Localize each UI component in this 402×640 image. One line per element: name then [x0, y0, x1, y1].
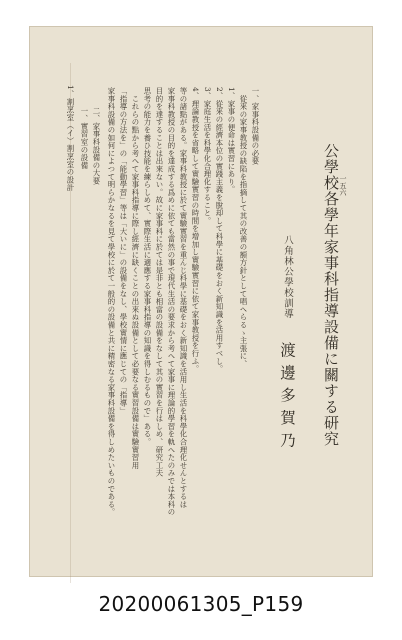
- body-line: 1、割烹室（イ）割烹室の設計: [66, 85, 75, 192]
- body-line: 家事科設備の如何によつて明らかなるを見て學校に於て一般的の設備と共に精密なる家事科設備を得しめたいものである。: [107, 87, 116, 516]
- subsection-heading: 一、實習室の設備: [80, 99, 89, 170]
- body-line: 目的を達することは出來ない。故に家事科に於ては是非とも相當の設備をなして其の實習を行はしめ、研究工夫: [155, 87, 164, 477]
- body-line: 家事科教授の目的を達成する爲めに依ても當然の事で現代生活の要求から考へて家事に理論的學習を軌へたのみでは本科の: [167, 87, 176, 516]
- body-line: 等の諸點がある。家事科教授に於て實驗實習を重んじ科學に基礎をおく新知識を活用し生活を科學化合理化せんとするは: [179, 87, 188, 509]
- article-title: 公學校各學年家事科指導設備に關する研究: [322, 143, 340, 447]
- image-caption: 20200061305_P159: [98, 592, 304, 616]
- body-line: 4、理論教授を省略して實驗實習の時間を增加し實驗實習に依て家事教授を行ふ。: [191, 87, 200, 373]
- section-heading: 二、家事科設備の大要: [92, 99, 101, 185]
- body-line: 3、家庭生活を科學化合理化すること。: [203, 87, 212, 225]
- body-line: 「指導の方法を」の「能動學習」等は「大いに」の設備をなし、學校實情に應じての「指導」: [119, 87, 128, 415]
- body-line: 思考の能力を養ひ技能を練らしめて、實際生活に適應する家事科指導の知識を得しむるもので」ある。: [143, 87, 152, 446]
- body-line: 從來の家事教授の缺陷を指摘して其の改善の額方針として唱へらるゝ主張に、: [239, 87, 248, 368]
- author-affiliation: 八角林公學校訓導: [282, 235, 293, 319]
- page-number: 一五六: [339, 175, 347, 196]
- body-line: これらの點から考へて家事科指導に際し經濟に缺くことの出來ぬ設備として必要なる實習設備は實驗實習用: [131, 87, 140, 470]
- body-line: 2、從來の經濟本位の實踐主義を脫却して科學に基礎をおく新知識を活用すべし。: [215, 87, 224, 373]
- body-line: 1、家事の便命は實習にあり。: [227, 87, 236, 194]
- body-line: 一、家事科設備の必要: [251, 87, 260, 165]
- document-page: [29, 26, 373, 577]
- author-name: 渡邊多賀乃: [278, 342, 296, 455]
